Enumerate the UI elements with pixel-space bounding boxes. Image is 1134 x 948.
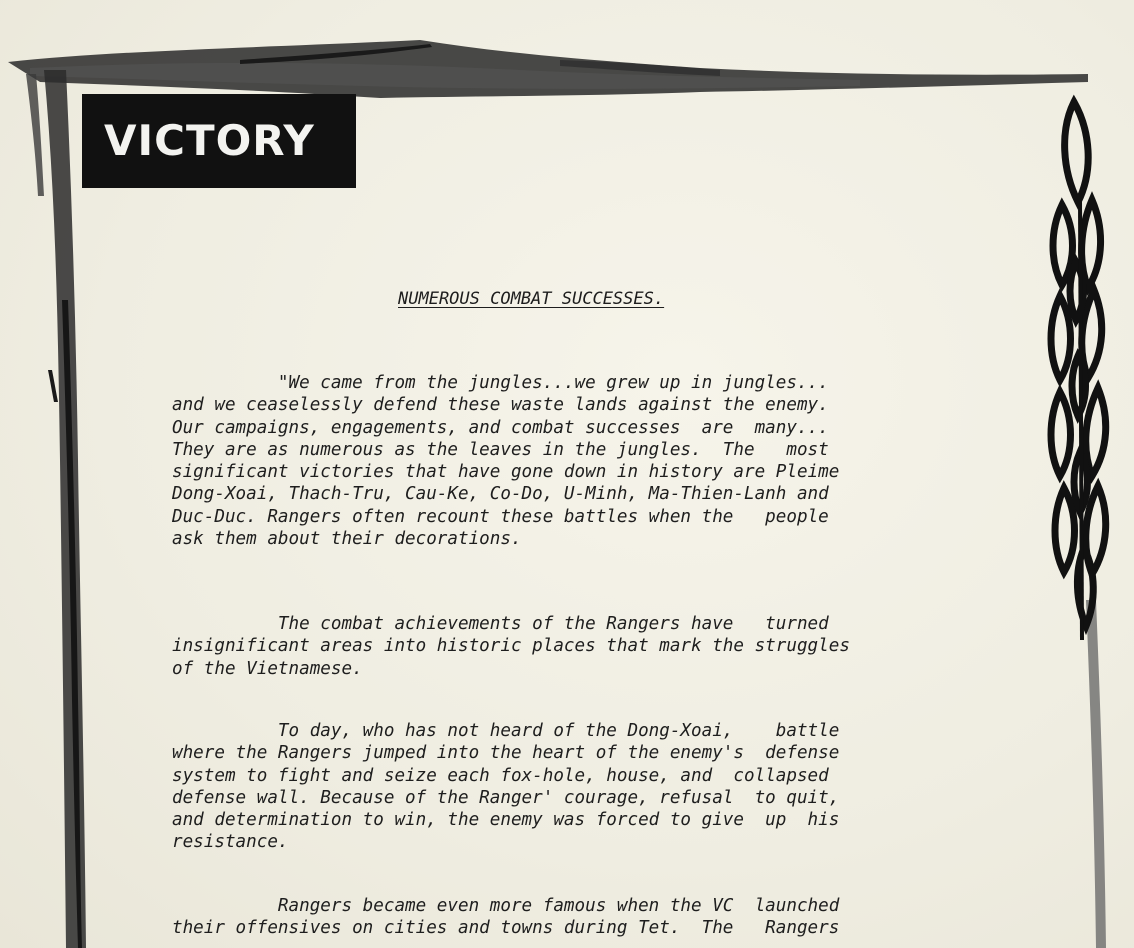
leaf: [1065, 102, 1089, 202]
text-line: resistance.: [172, 832, 289, 853]
paragraph-3: [172, 720, 1022, 854]
text-line: "We came from the jungles...we grew up in jungles...: [172, 373, 829, 393]
text-line: The combat achievements of the Rangers have turned: [172, 614, 829, 634]
text-line: Our campaigns, engagements, and combat successes are many...: [172, 417, 829, 438]
text-line: They are as numerous as the leaves in the jungles. The most: [172, 439, 829, 460]
text-line: of the Vietnamese.: [172, 658, 363, 679]
text-line: Dong-Xoai, Thach-Tru, Cau-Ke, Co-Do, U-Minh, Ma-Thien-Lanh and: [172, 484, 829, 505]
leaf: [1086, 388, 1106, 476]
paragraph-2: [172, 613, 1022, 680]
text-line: and we ceaselessly defend these waste lands against the enemy.: [172, 395, 829, 416]
right-stem: [1086, 600, 1106, 948]
text-line: defense wall. Because of the Ranger' courage, refusal to quit,: [172, 787, 840, 808]
leaf: [1051, 392, 1071, 476]
text-line: system to fight and seize each fox-hole, house, and collapsed: [172, 765, 829, 786]
leaf: [1051, 296, 1071, 380]
left-brush-stroke-light: [26, 74, 44, 196]
section-heading: [398, 289, 664, 309]
text-line: their offensives on cities and towns during Tet. The Rangers: [172, 918, 840, 939]
text-line: where the Rangers jumped into the heart of the enemy's defense: [172, 743, 840, 764]
title-banner: [82, 94, 356, 188]
page-title: VICTORY: [104, 116, 315, 165]
left-brush-stroke-drip: [48, 370, 58, 402]
text-line: To day, who has not heard of the Dong-Xoai, battle: [172, 721, 840, 741]
paragraph-4: [172, 895, 1022, 940]
text-line: and determination to win, the enemy was forced to give up his: [172, 810, 840, 831]
paragraph-1: [172, 372, 1022, 550]
text-line: Rangers became even more famous when the VC launched: [172, 896, 840, 916]
text-line: significant victories that have gone down in history are Pleime: [172, 462, 840, 483]
text-line: Duc-Duc. Rangers often recount these battles when the people: [172, 506, 829, 527]
section-heading-text: NUMEROUS COMBAT SUCCESSES.: [398, 289, 665, 309]
garland-stem: [1080, 200, 1082, 640]
text-line: insignificant areas into historic places that mark the struggles: [172, 636, 850, 657]
leaf: [1055, 488, 1075, 572]
leaf-garland: [1051, 102, 1106, 626]
text-line: ask them about their decorations.: [172, 529, 522, 550]
